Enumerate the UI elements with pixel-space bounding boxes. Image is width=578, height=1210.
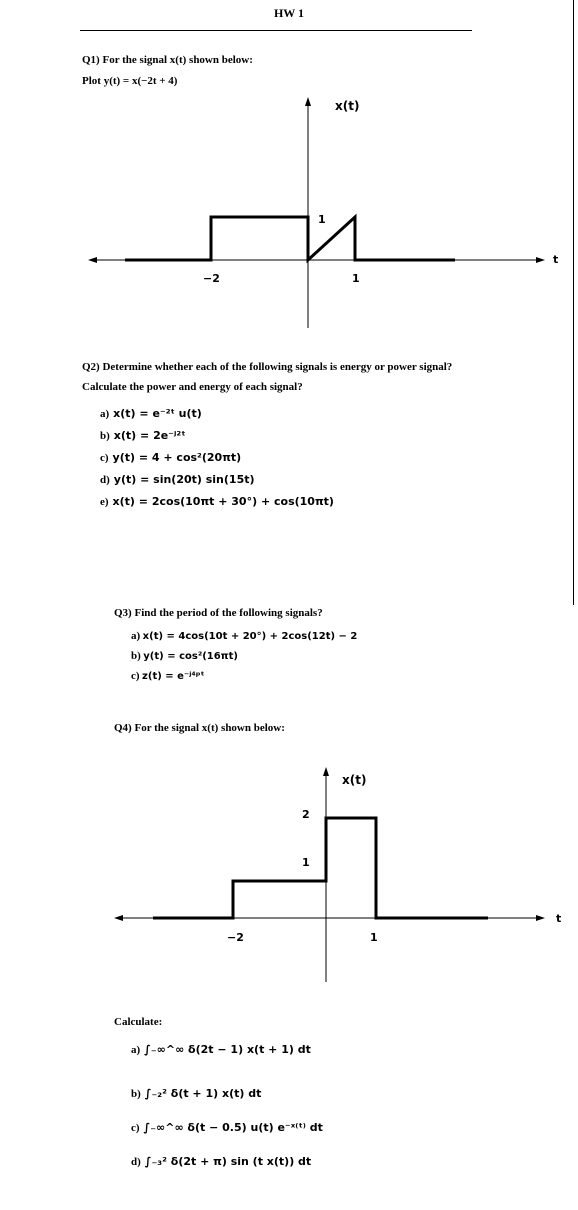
q1-signal-curve [125,217,455,260]
q1-task: Plot y(t) = x(−2t + 4) [82,75,178,87]
q1-tick-pos: 1 [352,272,360,285]
q3-item-b: b) y(t) = cos²(16πt) [131,650,238,662]
q2-item-a: a) x(t) = e⁻²ᵗ u(t) [100,407,202,420]
q2-item-e: e) x(t) = 2cos(10πt + 30°) + cos(10πt) [100,495,334,508]
q1-xlabel: t [553,253,559,266]
q4-item-a: a) ∫₋∞^∞ δ(2t − 1) x(t + 1) dt [131,1043,311,1056]
q3-items [131,630,357,690]
q4-y-axis-arrow [323,767,329,776]
q4-item-c: c) ∫₋∞^∞ δ(t − 0.5) u(t) e⁻ˣ⁽ᵗ⁾ dt [131,1121,323,1134]
q4-tick-neg: −2 [227,931,244,944]
q2-heading: Q2) Determine whether each of the following signals is energy or power signal? [82,361,453,373]
q1-signal-graph [0,90,578,335]
q4-signal-graph [0,760,578,1000]
q4-ylabel: x(t) [342,773,367,787]
q4-item-b: b) ∫₋₂² δ(t + 1) x(t) dt [131,1087,262,1100]
q4-item-d: d) ∫₋₃² δ(2t + π) sin (t x(t)) dt [131,1155,312,1168]
q3-heading: Q3) Find the period of the following signals? [114,607,323,619]
title-divider [80,30,472,31]
q4-level-2-label: 2 [302,808,310,821]
q1-x-axis-right-arrow [536,257,545,263]
q2-item-c: c) y(t) = 4 + cos²(20πt) [100,451,242,464]
q1-y-axis-arrow [305,97,311,106]
q4-calculate-label: Calculate: [114,1016,163,1028]
q3-item-a: a) x(t) = 4cos(10t + 20°) + 2cos(12t) − 2 [131,630,358,642]
q4-signal-curve [153,818,488,918]
q2-item-b: b) x(t) = 2e⁻ʲ²ᵗ [100,429,186,442]
q4-x-axis-left-arrow [114,915,123,921]
q4-x-axis-right-arrow [536,915,545,921]
q4-level-1-label: 1 [302,856,310,869]
q1-ylabel: x(t) [335,99,360,113]
q1-height-label: 1 [318,213,326,226]
q2-items [100,404,334,514]
q4-heading: Q4) For the signal x(t) shown below: [114,722,285,734]
q2-item-d: d) y(t) = sin(20t) sin(15t) [100,473,255,486]
page-title: HW 1 [273,6,305,20]
q3-item-c: c) z(t) = e⁻ʲ⁴ᵖᵗ [131,670,205,682]
q4-items [131,1040,551,1182]
q1-tick-neg: −2 [203,272,220,285]
q1-x-axis-left-arrow [88,257,97,263]
q1-heading: Q1) For the signal x(t) shown below: [82,54,253,66]
q4-xlabel: t [556,912,562,925]
q2-subheading: Calculate the power and energy of each signal? [82,381,303,393]
q4-tick-pos: 1 [370,931,378,944]
